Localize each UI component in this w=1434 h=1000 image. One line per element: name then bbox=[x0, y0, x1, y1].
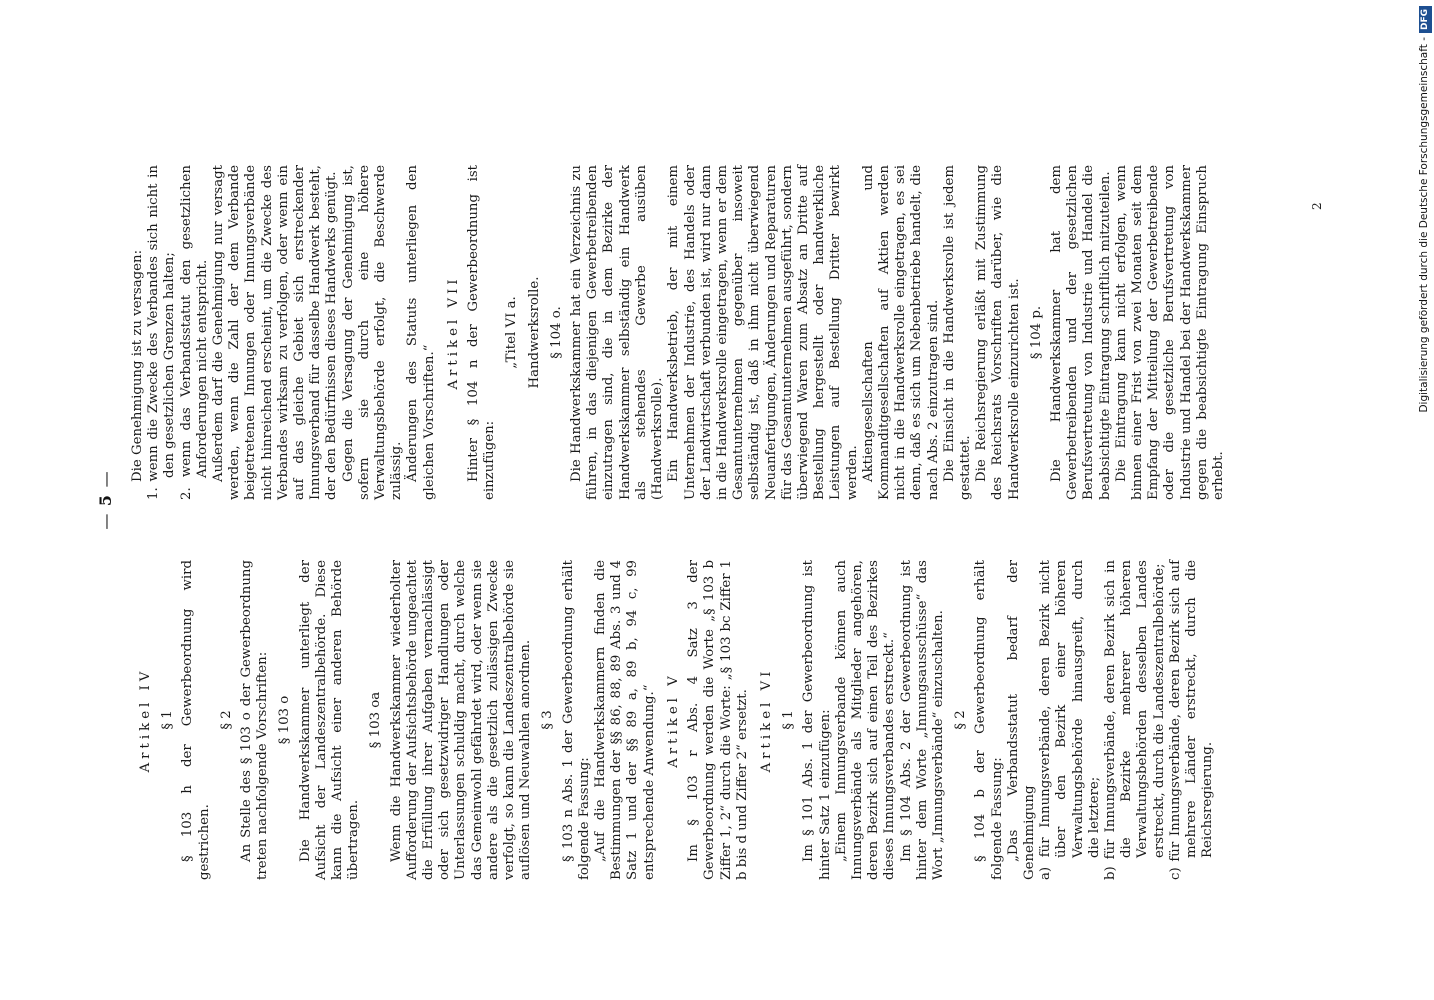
paragraph: Die Genehmigung ist zu versagen: bbox=[130, 249, 145, 482]
paragraph: Gegen die Versagung der Genehmigung ist, sofern sie durch eine höhere Verwaltungsbehörde erfolgt, die Beschwerde zulässig. bbox=[340, 165, 405, 500]
section-heading: § 104 p. bbox=[1028, 305, 1044, 360]
paragraph: Im § 104 Abs. 2 der Gewerbeordnung ist hinter dem Worte „Innungsausschüsse“ das Wort „Innungsverbände“ einzuschalten. bbox=[898, 560, 946, 880]
digitization-credit-text: Digitalisierung gefördert durch die Deutsche Forschungsgemeinschaft - bbox=[1418, 37, 1430, 413]
paragraph: Die Einsicht in die Handwerksrolle ist jedem gestattet. bbox=[941, 165, 973, 500]
section-heading: § 2 bbox=[953, 710, 969, 730]
paragraph: Die Handwerkskammer hat dem Gewerbetreibenden und der gesetzlichen Berufsvertretung von Industrie und Handel die beabsichtigte Eintragung schriftlich mitzuteilen. bbox=[1048, 165, 1113, 500]
title-subheading: Handwerksrolle. bbox=[526, 276, 542, 389]
quoted-paragraph: „Auf die Handwerkskammern finden die Bestimmungen der §§ 86, 88, 89 Abs. 3 und 4 Satz 1 und der §§ 89 a, 89 b, 94 c, 99 entsprechende Anwendung.“ bbox=[593, 560, 657, 880]
section-heading: § 103 o bbox=[277, 695, 293, 745]
paragraph: An Stelle des § 103 o der Gewerbeordnung treten nachfolgende Vorschriften: bbox=[239, 560, 271, 880]
paragraph: Außerdem darf die Genehmigung nur versagt werden, wenn die Zahl der dem Verbande beigetretenen Innungen oder Innungsverbände nicht hinreichend erscheint, um die Zwecke des Verbandes wirksam zu verfolgen, oder wenn ein auf das gleiche Gebiet sich erstreckender Innungsverband für dasselbe Handwerk besteht, der den Bedürfnissen dieses Handwerks genügt. bbox=[211, 165, 340, 500]
section-heading: § 1 bbox=[160, 710, 176, 730]
paragraph: Änderungen des Statuts unterliegen den gleichen Vorschriften.“ bbox=[405, 165, 437, 500]
paragraph: Im § 103 r Abs. 4 Satz 3 der Gewerbeordnung werden die Worte „§ 103 b Ziffer 1, 2“ durch die Worte: „§ 103 bc Ziffer 1 b bis d und Ziffer 2“ ersetzt. bbox=[686, 560, 750, 880]
section-heading: § 104 o. bbox=[548, 306, 564, 359]
dfg-logo: DFG bbox=[1419, 6, 1432, 33]
paragraph: Die Handwerkskammer hat ein Verzeichnis zu führen, in das diejenigen Gewerbetreibenden einzutragen sind, die in dem Bezirke der Handwerkskammer selbständig ein Handwerk als stehendes Gewerbe ausüben (Handwerksrolle). bbox=[569, 165, 666, 500]
paragraph: § 103 h der Gewerbeordnung wird gestrichen. bbox=[180, 560, 212, 880]
article-heading: Artikel IV bbox=[138, 667, 153, 773]
section-heading: § 103 oa bbox=[368, 691, 384, 749]
section-heading: § 1 bbox=[781, 710, 797, 730]
header-dash-right: — bbox=[96, 470, 115, 488]
article-heading: Artikel V bbox=[665, 672, 681, 768]
page-header bbox=[96, 440, 115, 560]
page-number: 5 bbox=[96, 493, 115, 507]
quoted-paragraph: „Das Verbandsstatut bedarf der Genehmigung bbox=[1005, 560, 1037, 880]
header-dash-left: — bbox=[96, 512, 115, 530]
right-column bbox=[130, 165, 1227, 500]
paragraph: Ein Handwerksbetrieb, der mit einem Unternehmen der Industrie, des Handels oder der Landwirtschaft verbunden ist, wird nur dann in die Handwerksrolle eingetragen, wenn er dem Gesamtunternehmen gegenüber insoweit selbständig ist, daß in ihm nicht überwiegend Neuanfertigungen, Änderungen und Reparaturen für das Gesamtunternehmen ausgeführt, sondern überwiegend Waren zum Absatz an Dritte auf Bestellung hergestellt oder handwerkliche Leistungen auf Bestellung Dritter bewirkt werden. bbox=[666, 165, 860, 500]
article-heading: Artikel VI bbox=[758, 667, 774, 773]
section-heading: § 3 bbox=[540, 710, 556, 730]
list-item: 2. wenn das Verbandsstatut den gesetzlichen Anforderungen nicht entspricht. bbox=[178, 165, 210, 500]
page-footer-number: 2 bbox=[1310, 202, 1324, 210]
paragraph: Hinter § 104 n der Gewerbeordnung ist einzufügen: bbox=[466, 165, 498, 500]
list-item: 1. wenn die Zwecke des Verbandes sich nicht in den gesetzlichen Grenzen halten; bbox=[146, 165, 178, 500]
paragraph: Aktiengesellschaften und Kommanditgesellschaften auf Aktien werden nicht in die Handwerksrolle eingetragen, es sei denn, daß es sich um Nebenbetriebe handelt, die nach Abs. 2 einzutragen sind. bbox=[860, 165, 941, 500]
paragraph: Die Reichsregierung erläßt mit Zustimmung des Reichsrats Vorschriften darüber, wie die Handwerksrolle einzurichten ist. bbox=[974, 165, 1022, 500]
article-heading: Artikel VII bbox=[445, 275, 461, 390]
list-item: a) für Innungsverbände, deren Bezirk nicht über den Bezirk einer höheren Verwaltungsbehörde hinausgreift, durch die letztere; bbox=[1038, 560, 1102, 880]
paragraph: § 104 b der Gewerbeordnung erhält folgende Fassung: bbox=[973, 560, 1005, 880]
quoted-paragraph: „Einem Innungsverbande können auch Innungsverbände als Mitglieder angehören, deren Bezirk sich auf einen Teil des Bezirkes dieses Innungsverbandes erstreckt.“ bbox=[833, 560, 898, 880]
left-column bbox=[130, 560, 1216, 880]
section-heading: § 2 bbox=[218, 710, 234, 730]
paragraph: Die Eintragung kann nicht erfolgen, wenn binnen einer Frist von zwei Monaten seit dem Empfang der Mitteilung der Gewerbetreibende oder die gesetzliche Berufsvertretung von Industrie und Handel bei der Handwerkskammer gegen die beabsichtigte Eintragung Einspruch erhebt. bbox=[1113, 165, 1226, 500]
paragraph: § 103 n Abs. 1 der Gewerbeordnung erhält folgende Fassung: bbox=[560, 560, 592, 880]
title-heading: „Titel VI a. bbox=[504, 296, 520, 369]
list-item: b) für Innungsverbände, deren Bezirk sich in die Bezirke mehrerer höheren Verwaltungsbehörden desselben Landes erstreckt, durch die Landeszentralbehörde; bbox=[1102, 560, 1167, 880]
digitization-credit-text-wrapper bbox=[1416, 6, 1432, 996]
paragraph: Die Handwerkskammer unterliegt der Aufsicht der Landeszentralbehörde. Diese kann die Aufsicht einer anderen Behörde übertragen. bbox=[297, 560, 362, 880]
list-item: c) für Innungsverbände, deren Bezirk sich auf mehrere Länder erstreckt, durch die Reichsregierung. bbox=[1167, 560, 1216, 880]
paragraph: Im § 101 Abs. 1 der Gewerbeordnung ist hinter Satz 1 einzufügen: bbox=[801, 560, 833, 880]
paragraph: Wenn die Handwerkskammer wiederholter Aufforderung der Aufsichtsbehörde ungeachtet die Erfüllung ihrer Aufgaben vernachlässigt oder sich gesetzwidriger Handlungen oder Unterlassungen schuldig macht, durch welche das Gemeinwohl gefährdet wird, oder wenn sie andere als die gesetzlich zulässigen Zwecke verfolgt, so kann die Landeszentralbehörde sie auflösen und Neuwahlen anordnen. bbox=[388, 560, 534, 880]
digitization-credit bbox=[1416, 6, 1432, 996]
